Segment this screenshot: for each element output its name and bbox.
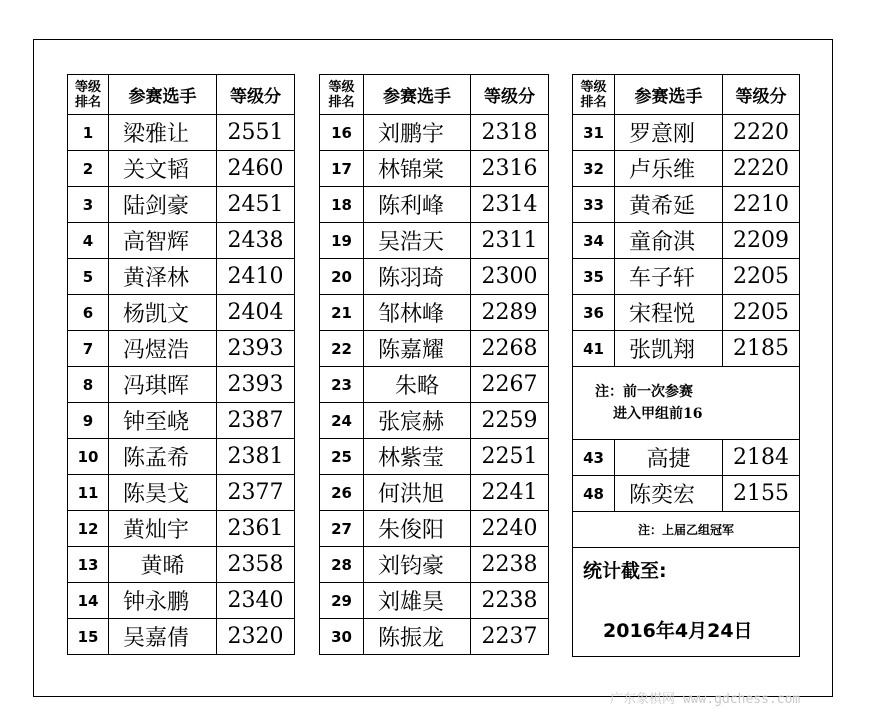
score-cell: 2300	[471, 259, 549, 295]
header-player: 参赛选手	[109, 75, 217, 115]
player-name-cell: 高智辉	[109, 223, 217, 259]
ranking-table-1	[67, 74, 295, 655]
table-row	[320, 619, 549, 655]
player-name-cell: 陈嘉耀	[364, 331, 471, 367]
rank-cell: 7	[68, 331, 109, 367]
player-name-cell: 黄灿宇	[109, 511, 217, 547]
rank-cell: 5	[68, 259, 109, 295]
score-cell: 2381	[217, 439, 295, 475]
score-cell: 2340	[217, 583, 295, 619]
player-name-cell: 林紫莹	[364, 439, 471, 475]
player-name-cell: 张宸赫	[364, 403, 471, 439]
player-name-cell: 冯煜浩	[109, 331, 217, 367]
rank-cell: 33	[573, 187, 615, 223]
score-cell: 2205	[723, 259, 800, 295]
rank-cell: 21	[320, 295, 364, 331]
watermark: 广东象棋网 www.gdchess.com	[610, 692, 801, 707]
player-name-cell: 刘雄昊	[364, 583, 471, 619]
player-name-cell: 梁雅让	[109, 115, 217, 151]
score-cell: 2240	[471, 511, 549, 547]
rank-cell: 35	[573, 259, 615, 295]
player-name-cell: 张凯翔	[615, 331, 723, 367]
rank-cell: 18	[320, 187, 364, 223]
player-name-cell: 陈昊戈	[109, 475, 217, 511]
player-name-cell: 陈振龙	[364, 619, 471, 655]
score-cell: 2314	[471, 187, 549, 223]
score-cell: 2238	[471, 583, 549, 619]
table-row	[573, 440, 800, 476]
score-cell: 2220	[723, 151, 800, 187]
player-name-cell: 陈利峰	[364, 187, 471, 223]
table-row	[573, 295, 800, 331]
header-player: 参赛选手	[364, 75, 471, 115]
score-cell: 2268	[471, 331, 549, 367]
score-cell: 2311	[471, 223, 549, 259]
table-row	[573, 476, 800, 512]
table-row	[68, 475, 295, 511]
score-cell: 2410	[217, 259, 295, 295]
table-row	[68, 223, 295, 259]
rank-cell: 41	[573, 331, 615, 367]
rank-cell: 12	[68, 511, 109, 547]
header-score: 等级分	[471, 75, 549, 115]
header-rank: 等级 排名	[573, 75, 615, 115]
table-row	[68, 367, 295, 403]
header-rank: 等级 排名	[320, 75, 364, 115]
header-score: 等级分	[217, 75, 295, 115]
player-name-cell: 黄希延	[615, 187, 723, 223]
rank-cell: 9	[68, 403, 109, 439]
stat-cutoff	[573, 548, 800, 657]
rank-cell: 1	[68, 115, 109, 151]
table-row	[573, 331, 800, 367]
table-row	[573, 187, 800, 223]
rank-cell: 32	[573, 151, 615, 187]
rank-cell: 3	[68, 187, 109, 223]
table-row	[320, 187, 549, 223]
stat-label: 统计截至:	[583, 560, 667, 582]
player-name-cell: 杨凯文	[109, 295, 217, 331]
table-row	[68, 187, 295, 223]
rank-cell: 23	[320, 367, 364, 403]
score-cell: 2393	[217, 367, 295, 403]
player-name-cell: 陈羽琦	[364, 259, 471, 295]
score-cell: 2184	[723, 440, 800, 476]
rank-cell: 19	[320, 223, 364, 259]
note-last-b-champion: 注：上届乙组冠军	[573, 512, 800, 548]
rank-cell: 48	[573, 476, 615, 512]
player-name-cell: 邹林峰	[364, 295, 471, 331]
ranking-table-3	[572, 74, 800, 657]
table-row	[573, 259, 800, 295]
player-name-cell: 罗意刚	[615, 115, 723, 151]
table-row	[573, 151, 800, 187]
player-name-cell: 宋程悦	[615, 295, 723, 331]
player-name-cell: 童俞淇	[615, 223, 723, 259]
score-cell: 2393	[217, 331, 295, 367]
score-cell: 2210	[723, 187, 800, 223]
score-cell: 2267	[471, 367, 549, 403]
score-cell: 2451	[217, 187, 295, 223]
player-name-cell: 黄晞	[109, 547, 217, 583]
score-cell: 2185	[723, 331, 800, 367]
table-row	[573, 223, 800, 259]
score-cell: 2460	[217, 151, 295, 187]
table-row	[68, 295, 295, 331]
header-score: 等级分	[723, 75, 800, 115]
rank-cell: 15	[68, 619, 109, 655]
table-row	[320, 295, 549, 331]
rank-cell: 31	[573, 115, 615, 151]
player-name-cell: 陈奕宏	[615, 476, 723, 512]
ranking-table-2	[319, 74, 549, 655]
rank-cell: 6	[68, 295, 109, 331]
score-cell: 2377	[217, 475, 295, 511]
score-cell: 2209	[723, 223, 800, 259]
score-cell: 2387	[217, 403, 295, 439]
score-cell: 2404	[217, 295, 295, 331]
table-row	[320, 367, 549, 403]
rank-cell: 20	[320, 259, 364, 295]
rank-cell: 14	[68, 583, 109, 619]
table-row	[68, 403, 295, 439]
player-name-cell: 吴浩天	[364, 223, 471, 259]
player-name-cell: 关文韬	[109, 151, 217, 187]
player-name-cell: 刘钧豪	[364, 547, 471, 583]
table-row	[68, 331, 295, 367]
rank-cell: 29	[320, 583, 364, 619]
header-rank: 等级 排名	[68, 75, 109, 115]
rank-cell: 43	[573, 440, 615, 476]
score-cell: 2237	[471, 619, 549, 655]
table-row	[573, 115, 800, 151]
rank-cell: 22	[320, 331, 364, 367]
rank-cell: 2	[68, 151, 109, 187]
player-name-cell: 朱俊阳	[364, 511, 471, 547]
rank-cell: 10	[68, 439, 109, 475]
score-cell: 2220	[723, 115, 800, 151]
player-name-cell: 卢乐维	[615, 151, 723, 187]
score-cell: 2241	[471, 475, 549, 511]
player-name-cell: 何洪旭	[364, 475, 471, 511]
rank-cell: 30	[320, 619, 364, 655]
score-cell: 2358	[217, 547, 295, 583]
table-row	[68, 439, 295, 475]
player-name-cell: 陈孟希	[109, 439, 217, 475]
score-cell: 2361	[217, 511, 295, 547]
rank-cell: 8	[68, 367, 109, 403]
table-row	[68, 547, 295, 583]
stat-date: 2016年4月24日	[603, 620, 753, 642]
rank-cell: 28	[320, 547, 364, 583]
score-cell: 2318	[471, 115, 549, 151]
score-cell: 2238	[471, 547, 549, 583]
table-row	[68, 151, 295, 187]
score-cell: 2438	[217, 223, 295, 259]
score-cell: 2205	[723, 295, 800, 331]
table-row	[320, 115, 549, 151]
player-name-cell: 朱略	[364, 367, 471, 403]
table-row	[320, 547, 549, 583]
table-row	[68, 583, 295, 619]
player-name-cell: 钟永鹏	[109, 583, 217, 619]
rank-cell: 11	[68, 475, 109, 511]
rank-cell: 16	[320, 115, 364, 151]
table-row	[320, 403, 549, 439]
header-player: 参赛选手	[615, 75, 723, 115]
table-row	[320, 223, 549, 259]
note-prior-a-group: 注：前一次参赛 进入甲组前16	[573, 367, 800, 440]
table-row	[320, 259, 549, 295]
table-row	[320, 511, 549, 547]
score-cell: 2289	[471, 295, 549, 331]
player-name-cell: 高捷	[615, 440, 723, 476]
table-row	[68, 511, 295, 547]
rank-cell: 34	[573, 223, 615, 259]
player-name-cell: 吴嘉倩	[109, 619, 217, 655]
player-name-cell: 冯琪晖	[109, 367, 217, 403]
table-row	[320, 331, 549, 367]
player-name-cell: 车子轩	[615, 259, 723, 295]
player-name-cell: 刘鹏宇	[364, 115, 471, 151]
score-cell: 2259	[471, 403, 549, 439]
score-cell: 2155	[723, 476, 800, 512]
score-cell: 2320	[217, 619, 295, 655]
player-name-cell: 钟至峣	[109, 403, 217, 439]
table-row	[68, 259, 295, 295]
rank-cell: 13	[68, 547, 109, 583]
rank-cell: 25	[320, 439, 364, 475]
player-name-cell: 林锦棠	[364, 151, 471, 187]
table-row	[320, 475, 549, 511]
table-row	[68, 115, 295, 151]
rank-cell: 26	[320, 475, 364, 511]
rank-cell: 27	[320, 511, 364, 547]
table-row	[320, 439, 549, 475]
rank-cell: 17	[320, 151, 364, 187]
score-cell: 2251	[471, 439, 549, 475]
rank-cell: 24	[320, 403, 364, 439]
player-name-cell: 黄泽林	[109, 259, 217, 295]
score-cell: 2316	[471, 151, 549, 187]
table-row	[68, 619, 295, 655]
table-row	[320, 583, 549, 619]
rank-cell: 36	[573, 295, 615, 331]
rank-cell: 4	[68, 223, 109, 259]
player-name-cell: 陆剑豪	[109, 187, 217, 223]
table-row	[320, 151, 549, 187]
score-cell: 2551	[217, 115, 295, 151]
